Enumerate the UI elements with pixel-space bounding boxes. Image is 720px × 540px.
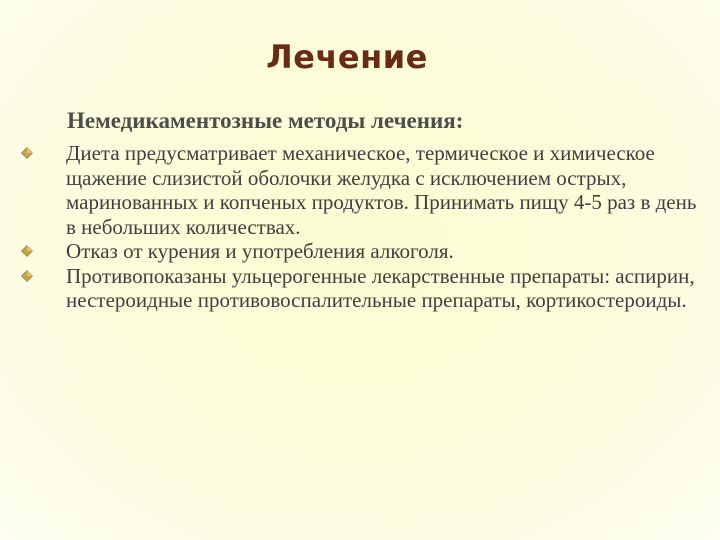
bullet-text: Диета предусматривает механическое, термическое и химическое щажение слизистой оболочки желудка с исключением острых, маринованных и копченых продуктов. Принимать пищу 4-5 раз в день в небольших количествах. [66, 141, 697, 239]
list-item [0, 264, 720, 313]
slide-title [0, 38, 720, 76]
bullet-text: Отказ от курения и употребления алкоголя. [66, 239, 454, 263]
bullet-text: Противопоказаны ульцерогенные лекарственные препараты: аспирин, нестероидные противовоспалительные препараты, кортикостероиды. [66, 263, 695, 312]
diamond-bullet-icon [21, 245, 33, 257]
diamond-bullet-icon [21, 270, 33, 282]
slide-subtitle: Немедикаментозные методы лечения: [67, 108, 464, 133]
list-item [0, 239, 720, 264]
slide-title-text: Лечение [266, 38, 428, 76]
bullet-list [0, 141, 720, 313]
diamond-bullet-icon [21, 147, 33, 159]
list-item [0, 141, 720, 239]
